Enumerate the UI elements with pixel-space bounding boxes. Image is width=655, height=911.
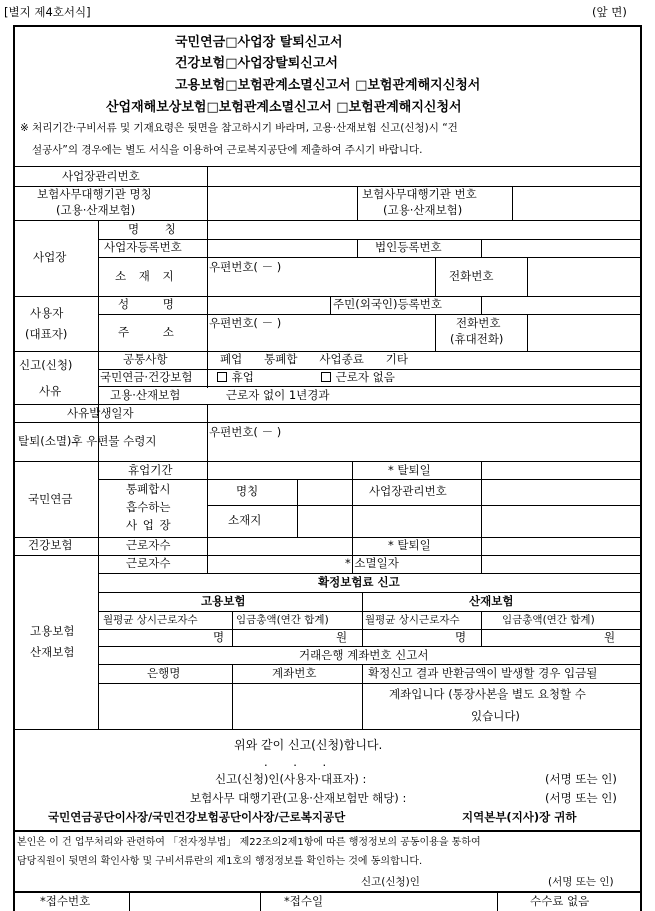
avg-workers-label-2: 월평균 상시근로자수: [365, 614, 460, 626]
refund-line-3: 있습니다): [471, 709, 520, 723]
postal-label-2: 우편번호( － ): [209, 316, 282, 330]
unit-people-1: 명: [213, 630, 225, 644]
employer-label: 사용자: [30, 306, 64, 320]
reporter-label: 신고(신청)인(사용자·대표자) :: [215, 772, 367, 786]
unit-won-2: 원: [604, 630, 616, 644]
biz-reg-no-label: 사업자등록번호: [104, 240, 182, 254]
merge-label-3: 사 업 장: [126, 518, 171, 532]
merge-label-1: 통폐합시: [126, 482, 171, 496]
unit-won-1: 원: [336, 630, 348, 644]
account-no-label: 계좌번호: [272, 666, 317, 680]
agency-signer-label: 보험사무 대행기관(고용·산재보험만 해당) :: [190, 791, 407, 805]
national-pension-label: 국민연금: [28, 492, 73, 506]
address-label: 주 소: [118, 325, 174, 339]
declaration-date: . . .: [264, 755, 327, 769]
person-name-label: 성 명: [118, 297, 174, 311]
resident-no-label: 주민(외국인)등록번호: [333, 297, 442, 311]
consent-sign: (서명 또는 인): [548, 876, 614, 888]
unit-people-2: 명: [455, 630, 467, 644]
reason-common-options: 폐업 통폐합 사업종료 기타: [220, 352, 408, 366]
worker-count-label: 근로자수: [126, 538, 171, 552]
premium-label: 확정보험료 신고: [318, 575, 400, 589]
np-health-options: 휴업: [216, 372, 254, 384]
form-label: [별지 제4호서식]: [4, 5, 91, 19]
title-line-2: 건강보험□사업장탈퇴신고서: [175, 56, 338, 71]
reason-label: 신고(신청): [19, 358, 73, 372]
bank-name-label: 은행명: [147, 666, 181, 680]
phone-label: 전화번호: [449, 269, 494, 283]
fee-label: 수수료 없음: [530, 894, 590, 908]
employer-sub: (대표자): [25, 327, 68, 341]
agency-no-label: 보험사무대행기관 번호: [362, 187, 477, 201]
frame-right: [640, 25, 642, 911]
declaration-statement: 위와 같이 신고(신청)합니다.: [234, 738, 383, 752]
leave-period-label: 휴업기간: [128, 463, 173, 477]
title-line-1: 국민연금□사업장 탈퇴신고서: [175, 35, 343, 50]
avg-workers-label: 월평균 상시근로자수: [103, 614, 198, 626]
title-line-3: 고용보험□보험관계소멸신고서 □보험관계해지신청서: [175, 78, 481, 93]
postal-label: 우편번호( － ): [209, 260, 282, 274]
bank-report-label: 거래은행 계좌번호 신고서: [299, 648, 429, 662]
recipient-left: 국민연금공단이사장/국민건강보험공단이사장/근로복지공단: [48, 810, 346, 824]
frame-top: [13, 25, 642, 27]
agency-name-label: 보험사무대행기관 명칭: [37, 187, 152, 201]
closure-checkbox[interactable]: [217, 372, 227, 382]
no-worker-option: 근로자 없음: [320, 372, 395, 384]
agency-name-sub: (고용·산재보험): [56, 203, 136, 217]
refund-line-2: 계좌입니다 (통장사본을 별도 요청할 수: [389, 687, 586, 701]
merge-label-2: 흡수하는: [126, 500, 171, 514]
location-label: 소 재 지: [115, 269, 174, 283]
notice-line-2: 설공사”의 경우에는 별도 서식을 이용하여 근로복지공단에 제출하여 주시기 바랍니다.: [32, 144, 423, 156]
np-health-label: 국민연금·건강보험: [100, 370, 193, 384]
corp-reg-no-label: 법인등록번호: [375, 240, 442, 254]
merge-location-label: 소재지: [228, 513, 262, 527]
occur-date-label: 사유발생일자: [67, 406, 134, 420]
page-side: (앞 면): [592, 5, 627, 19]
agency-no-sub: (고용·산재보험): [383, 203, 463, 217]
notice-line-1: ※ 처리기간·구비서류 및 기재요령은 뒷면을 참고하시기 바라며, 고용·산재보험 신고(신청)시 “건: [20, 122, 458, 134]
total-wage-label-2: 임금총액(연간 합계): [502, 614, 595, 626]
ind-sub-label: 산재보험: [469, 594, 514, 608]
recipient-right: 지역본부(지사)장 귀하: [462, 810, 577, 824]
extinct-date-label: * 소멸일자: [345, 556, 399, 570]
withdraw-date-label-2: * 탈퇴일: [388, 538, 431, 552]
frame-left: [13, 25, 15, 911]
total-wage-label: 임금총액(연간 합계): [236, 614, 329, 626]
ind-ins-label: 산재보험: [30, 645, 75, 659]
merge-name-label: 명칭: [236, 484, 259, 498]
title-line-4: 산업재해보상보험□보험관계소멸신고서 □보험관계해지신청서: [106, 100, 462, 115]
emp-sub-label: 고용보험: [201, 594, 246, 608]
common-label: 공통사항: [123, 352, 168, 366]
mail-postal-label: 탈퇴(소멸)후 우편물 수령지: [18, 434, 157, 448]
refund-line-1: 확정신고 결과 반환금액이 발생할 경우 입금될: [368, 666, 598, 680]
receipt-date-label: *접수일: [284, 894, 324, 908]
no-worker-checkbox[interactable]: [321, 372, 331, 382]
mgmt-no-label: 사업장관리번호: [62, 169, 140, 183]
health-label: 건강보험: [28, 538, 73, 552]
consent-line-2: 담당직원이 뒷면의 확인사항 및 구비서류란의 제1호의 행정정보를 확인하는 것에 동의합니다.: [17, 856, 423, 867]
postal-label-3: 우편번호( － ): [209, 425, 282, 439]
emp-ind-label: 고용·산재보험: [110, 388, 181, 402]
reporter-sign: (서명 또는 인): [545, 772, 617, 786]
agency-sign: (서명 또는 인): [545, 791, 617, 805]
reason-sub: 사유: [39, 384, 62, 398]
worker-count-label-2: 근로자수: [126, 556, 171, 570]
emp-ind-option: 근로자 없이 1년경과: [226, 388, 330, 402]
emp-ins-label: 고용보험: [30, 624, 75, 638]
merge-mgmt-no-label: 사업장관리번호: [369, 484, 447, 498]
phone-mobile-sub: (휴대전화): [450, 332, 504, 346]
consent-signer: 신고(신청)인: [361, 876, 420, 888]
consent-line-1: 본인은 이 건 업무처리와 관련하여 「전자정부법」 제22조의2제1항에 따른 행정정보의 공동이용을 통하여: [17, 837, 481, 848]
receipt-no-label: *접수번호: [40, 894, 91, 908]
withdraw-date-label: * 탈퇴일: [388, 463, 431, 477]
name-label: 명 칭: [128, 222, 176, 236]
workplace-label: 사업장: [33, 250, 67, 264]
phone-mobile-label: 전화번호: [456, 316, 501, 330]
